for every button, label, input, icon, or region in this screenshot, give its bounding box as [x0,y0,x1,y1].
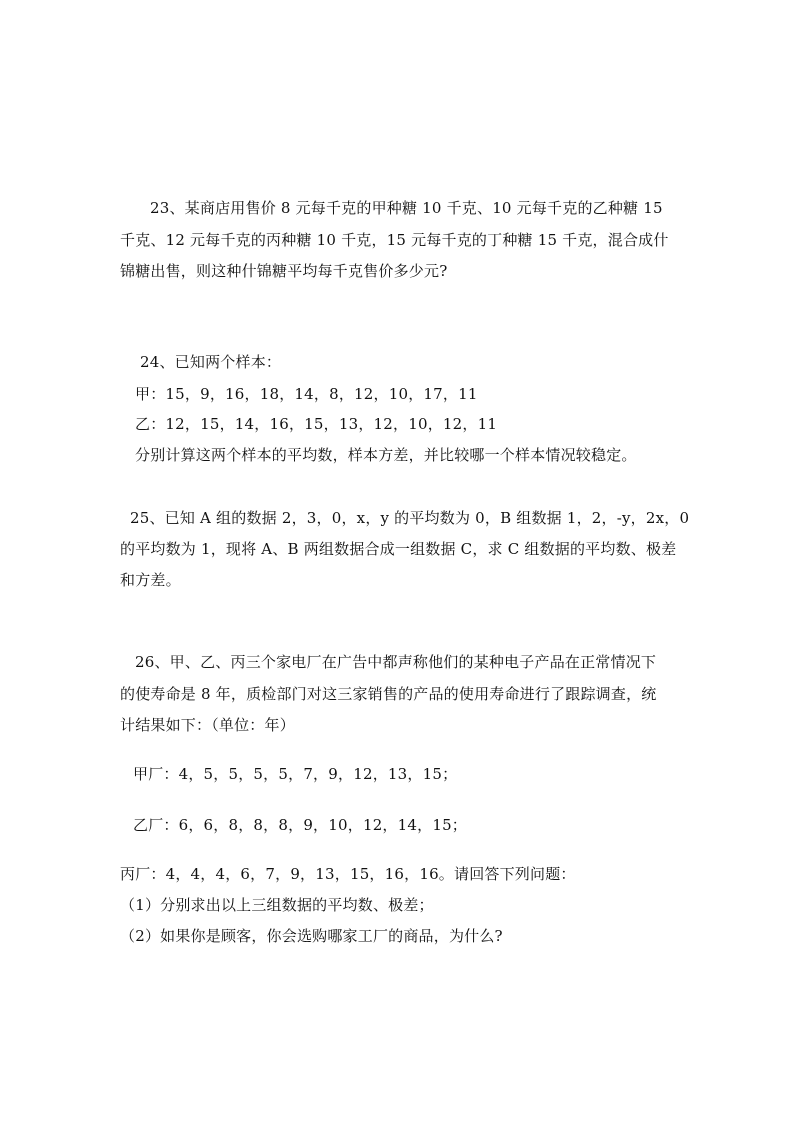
q24-sample-yi: 乙：12，15，14，16，15，13，12，10，12，11 [135,415,498,433]
q24-title: 24、已知两个样本： [140,353,282,371]
q26-factory-yi: 乙厂：6，6，8，8，8，9，10，12，14，15； [133,816,468,834]
q26-factory-jia: 甲厂：4，5，5，5，5，7，9，12，13，15； [133,765,458,783]
q23-line-1: 23、某商店用售价 8 元每千克的甲种糖 10 千克、10 元每千克的乙种糖 15 [150,199,663,217]
q25-line-1: 25、已知 A 组的数据 2，3，0，x，y 的平均数为 0，B 组数据 1，2，-y，2x，0 [130,509,690,527]
q24-sample-jia: 甲：15，9，16，18，14，8，12，10，17，11 [135,385,478,403]
q23-line-3: 锦糖出售，则这种什锦糖平均每千克售价多少元? [120,262,448,280]
q25-line-3: 和方差。 [120,571,181,589]
q25-line-2: 的平均数为 1，现将 A、B 两组数据合成一组数据 C，求 C 组数据的平均数、极差 [120,540,677,558]
q26-factory-bing: 丙厂：4，4，4，6，7，9，13，15，16，16。请回答下列问题： [120,865,576,883]
q26-subquestion-1: （1）分别求出以上三组数据的平均数、极差； [120,896,434,914]
q23-line-2: 千克、12 元每千克的丙种糖 10 千克，15 元每千克的丁种糖 15 千克，混合成什 [120,231,669,249]
q26-line-2: 的使寿命是 8 年，质检部门对这三家销售的产品的使用寿命进行了跟踪调查，统 [120,685,657,703]
q26-subquestion-2: （2）如果你是顾客，你会选购哪家工厂的商品，为什么? [120,927,503,945]
q24-question: 分别计算这两个样本的平均数，样本方差，并比较哪一个样本情况较稳定。 [135,446,637,464]
q26-line-1: 26、甲、乙、丙三个家电厂在广告中都声称他们的某种电子产品在正常情况下 [135,653,657,671]
q26-line-3: 计结果如下：（单位：年） [120,716,295,734]
